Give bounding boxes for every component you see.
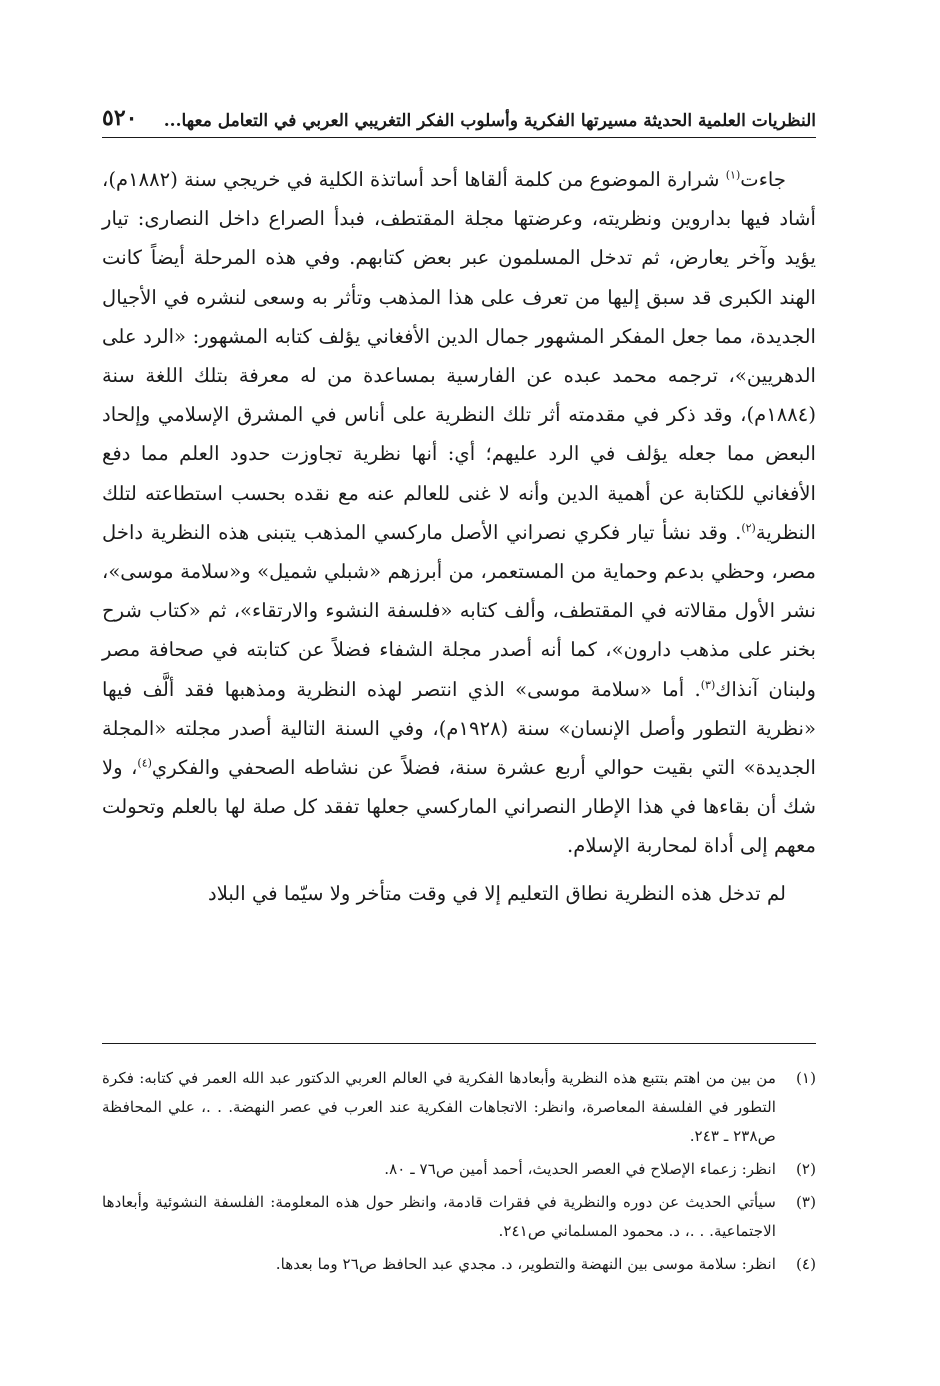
footnotes bbox=[102, 1064, 816, 1283]
paragraph-2: لم تدخل هذه النظرية نطاق التعليم إلا في وقت متأخر ولا سيّما في البلاد bbox=[207, 881, 786, 905]
footnote-2 bbox=[102, 1155, 816, 1184]
footnote-ref-4: (٤) bbox=[137, 756, 152, 770]
footnote-ref-3: (٣) bbox=[700, 678, 716, 692]
footnote-number: (٣) bbox=[795, 1193, 816, 1211]
footnote-text: انظر: سلامة موسى بين النهضة والتطوير، د. مجدي عبد الحافظ ص٢٦ وما بعدها. bbox=[275, 1255, 776, 1273]
page-header bbox=[102, 96, 816, 138]
footnote-text: سيأتي الحديث عن دوره والنظرية في فقرات قادمة، وانظر حول هذه المعلومة: الفلسفة النشوئية وأبعادها الاجتماعية. . .، د. محمود المسلماني ص٢٤١. bbox=[102, 1193, 776, 1240]
page-number: ٥٢٠ bbox=[102, 105, 138, 131]
text-run: شرارة الموضوع من كلمة ألقاها أحد أساتذة الكلية في خريجي سنة (١٨٨٢م)، أشاد فيها بداروين ونظريته، وعرضتها مجلة المقتطف، فبدأ الصراع داخل النصارى: تيار يؤيد وآخر يعارض، ثم تدخل المسلمون عبر بعض كتابهم. وفي هذه المرحلة أيضاً كانت الهند الكبرى قد سبق إليها من تعرف على هذا المذهب وتأثر به وسعى لنشره في الأجيال الجديدة، مما جعل المفكر المشهور جمال الدين الأفغاني يؤلف كتابه المشهور: «الرد على الدهريين»، ترجمه محمد عبده عن الفارسية بمساعدة من له معرفة بتلك اللغة سنة (١٨٨٤م)، وقد ذكر في مقدمته أثر تلك النظرية على أناس في المشرق الإسلامي وإلحاد البعض مما جعله يؤلف في الرد عليهم؛ أي: أنها نظرية تجاوزت حدود العلم مما دفع الأفغاني للكتابة عن أهمية الدين وأنه لا غنى للعالم عنه مع نقده بحسب استطاعته لتلك النظرية bbox=[102, 168, 816, 544]
footnote-number: (٤) bbox=[795, 1255, 816, 1273]
footnote-text: من بين من اهتم بتتبع هذه النظرية وأبعادها الفكرية في العالم العربي الدكتور عبد الله العمر في كتابه: فكرة التطور في الفلسفة المعاصرة، وانظر: الاتجاهات الفكرية عند العرب في عصر النهضة. . .، علي المحافظة ص٢٣٨ ـ ٢٤٣. bbox=[102, 1069, 776, 1145]
footnote-1 bbox=[102, 1064, 816, 1151]
footnote-4 bbox=[102, 1250, 816, 1279]
main-text bbox=[102, 160, 816, 913]
running-title: النظريات العلمية الحديثة مسيرتها الفكرية وأسلوب الفكر التغريبي العربي في التعامل معها... bbox=[163, 111, 816, 131]
text-run: ، ولا شك أن بقاءها في هذا الإطار النصراني الماركسي جعلها تفقد كل صلة لها بالعلم وتحولت معهم إلى أداة لمحاربة الإسلام. bbox=[102, 756, 816, 858]
paragraph-1 bbox=[102, 160, 816, 866]
footnote-divider bbox=[102, 1043, 816, 1044]
footnote-ref-1: (١) bbox=[725, 168, 741, 182]
text-run: . وقد نشأ تيار فكري نصراني الأصل ماركسي المذهب يتبنى هذه النظرية داخل مصر، وحظي بدعم وحماية من المستعمر، من أبرزهم «شبلي شميل» و«سلامة موسى»، نشر الأول مقالاته في المقتطف، وألف كتابه «فلسفة النشوء والارتقاء»، ثم «كتاب شرح بخنر على مذهب دارون»، كما أنه أصدر مجلة الشفاء فضلاً عن كتابته في صحافة مصر ولبنان آنذاك bbox=[102, 520, 816, 701]
footnote-number: (١) bbox=[795, 1069, 816, 1087]
footnote-text: انظر: زعماء الإصلاح في العصر الحديث، أحمد أمين ص٧٦ ـ ٨٠. bbox=[384, 1160, 776, 1178]
text-run: . أما «سلامة موسى» الذي انتصر لهذه النظرية ومذهبها فقد ألَّف فيها «نظرية التطور وأصل الإنسان» سنة (١٩٢٨م)، وفي السنة التالية أصدر مجلته «المجلة الجديدة» التي بقيت حوالي أربع عشرة سنة، فضلاً عن نشاطه الصحفي والفكري bbox=[102, 677, 816, 780]
footnote-3 bbox=[102, 1188, 816, 1246]
text-run: جاءت bbox=[740, 168, 786, 191]
footnote-ref-2: (٢) bbox=[741, 521, 756, 535]
footnote-number: (٢) bbox=[795, 1160, 816, 1178]
